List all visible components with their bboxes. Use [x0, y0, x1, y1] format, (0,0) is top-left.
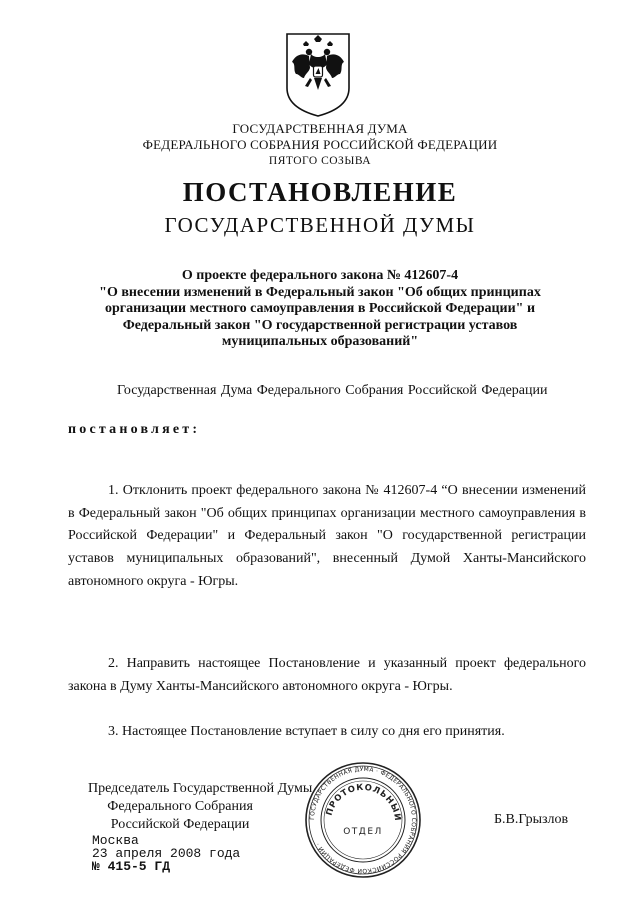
position-line-2: Федерального Собрания [107, 799, 253, 814]
resolution-item-3: 3. Настоящее Постановление вступает в силу со дня его принятия. [108, 724, 505, 739]
position-line-1: Председатель Государственной Думы [88, 781, 313, 796]
seal-outer-text: ГОСУДАРСТВЕННАЯ ДУМА · ФЕДЕРАЛЬНОГО СОБРАНИЯ РОССИЙСКОЙ ФЕДЕРАЦИИ · [308, 765, 418, 875]
bill-title [60, 268, 580, 351]
bill-title-line: О проекте федерального закона № 412607-4 [181, 268, 459, 283]
coat-of-arms-emblem [283, 30, 353, 118]
official-seal-stamp [303, 760, 423, 880]
svg-text:ПРОТОКОЛЬНЫЙ [325, 783, 405, 822]
document-type-title: ПОСТАНОВЛЕНИЕ [182, 177, 458, 207]
document-issuer-title: ГОСУДАРСТВЕННОЙ ДУМЫ [164, 213, 476, 237]
resolves-word: постановляет: [68, 422, 201, 437]
resolution-item-1: 1. Отклонить проект федерального закона № 412607-4 “О внесении изменений в Федеральный закон "Об общих принципах организации местного самоуправления в Российской Федерации" и Федеральный закон "О государственной регистрации уставов муниципальных образований", внесенный Думой Ханты-Мансийского автономного округа - Югры. [68, 483, 586, 589]
issue-city: Москва [92, 833, 139, 848]
org-name-line-2: ФЕДЕРАЛЬНОГО СОБРАНИЯ РОССИЙСКОЙ ФЕДЕРАЦИИ [142, 137, 498, 152]
resolution-item-2: 2. Направить настоящее Постановление и указанный проект федерального закона в Думу Ханты-Мансийского автономного округа - Югры. [68, 656, 586, 694]
document-number: № 415-5 ГД [92, 859, 171, 874]
bill-title-line: организации местного самоуправления в Российской Федерации" и [104, 301, 536, 317]
convocation-line: ПЯТОГО СОЗЫВА [268, 155, 372, 167]
bill-title-line: "О внесении изменений в Федеральный закон "Об общих принципах [99, 284, 541, 300]
seal-inner-text: ПРОТОКОЛЬНЫЙ [324, 782, 403, 823]
signer-name: Б.В.Грызлов [494, 812, 569, 827]
bill-title-line: Федеральный закон "О государственной регистрации уставов [122, 317, 518, 333]
seal-center-text: ОТДЕЛ [343, 827, 383, 837]
org-name-line-1: ГОСУДАРСТВЕННАЯ ДУМА [232, 121, 408, 136]
position-line-3: Российской Федерации [110, 817, 250, 832]
bill-title-line: муниципальных образований" [221, 334, 419, 350]
preamble: Государственная Дума Федерального Собрания Российской Федерации [117, 383, 548, 398]
signatory-position [88, 780, 312, 834]
issue-date: 23 апреля 2008 года [92, 846, 241, 861]
